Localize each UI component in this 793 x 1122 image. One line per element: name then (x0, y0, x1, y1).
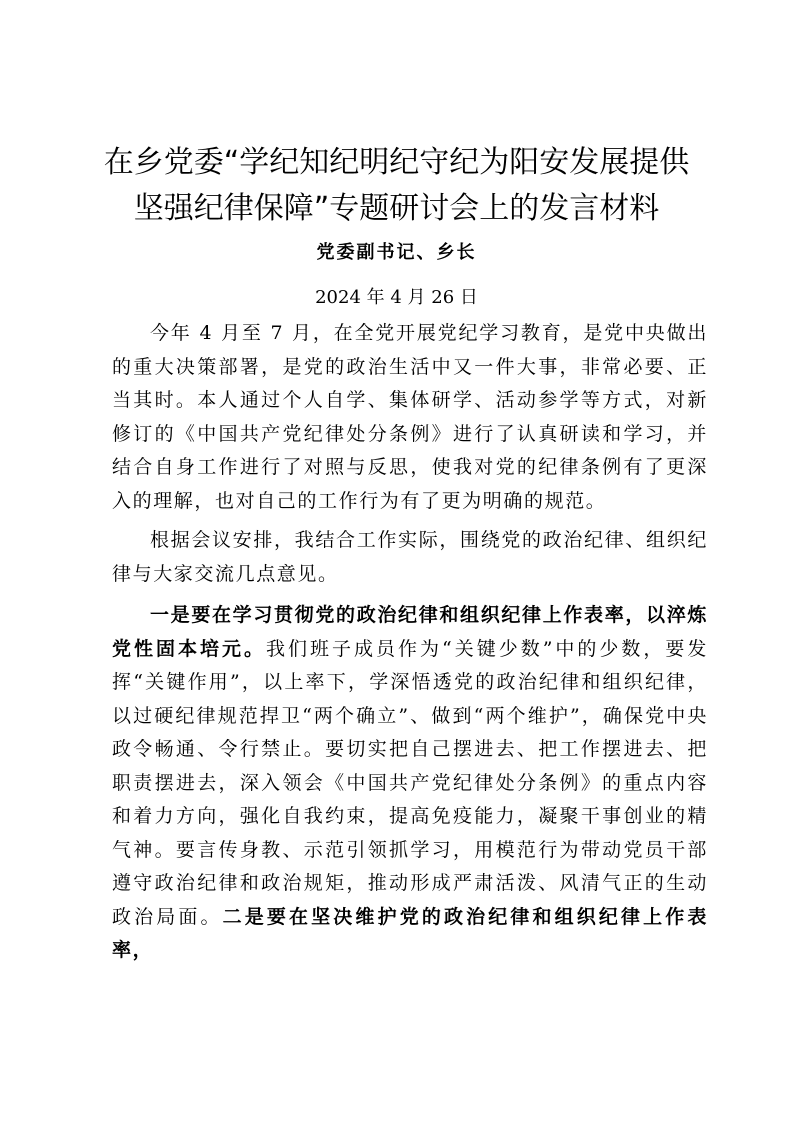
document-date: 2024 年 4 月 26 日 (315, 287, 478, 308)
paragraph-intro (112, 317, 708, 518)
document-author: 党委副书记、乡长 (316, 242, 477, 263)
paragraph-intro-text: 今年 4 月至 7 月，在全党开展党纪学习教育，是党中央做出的重大决策部署，是党的政治生活中又一件大事，非常必要、正当其时。本人通过个人自学、集体研学、活动参学等方式，对新修订的《中国共产党纪律处分条例》进行了认真研读和学习，并结合自身工作进行了对照与反思，使我对党的纪律条例有了更深入的理解，也对自己的工作行为有了更为明确的规范。 (112, 322, 708, 512)
document-title-line-1: 在乡党委“学纪知纪明纪守纪为阳安发展提供 (103, 145, 690, 180)
paragraph-arrangement-text: 根据会议安排，我结合工作实际，围绕党的政治纪律、组织纪律与大家交流几点意见。 (112, 529, 708, 585)
paragraph-arrangement (112, 524, 708, 591)
paragraph-point-two-heading: 二是要在坚决维护党的政治纪律和组织纪律上作表率， (112, 905, 708, 961)
paragraph-point-one (112, 599, 708, 968)
document-body (112, 317, 708, 968)
document-title-line-2: 坚强纪律保障”专题研讨会上的发言材料 (133, 191, 660, 226)
paragraph-point-one-text: 我们班子成员作为“关键少数”中的少数，要发挥“关键作用”，以上率下，学深悟透党的政治纪律和组织纪律，以过硬纪律规范捍卫“两个确立”、做到“两个维护”，确保党中央政令畅通、令行禁止。要切实把自己摆进去、把工作摆进去、把职责摆进去，深入领会《中国共产党纪律处分条例》的重点内容和着力方向，强化自我约束，提高免疫能力，凝聚干事创业的精气神。要言传身教、示范引领抓学习，用模范行为带动党员干部遵守政治纪律和政治规矩，推动形成严肃活泼、风清气正的生动政治局面。 (112, 637, 709, 928)
paragraph-point-one-heading: 一是要在学习贯彻党的政治纪律和组织纪律上作表率，以淬炼党性固本培元。 (112, 604, 708, 660)
